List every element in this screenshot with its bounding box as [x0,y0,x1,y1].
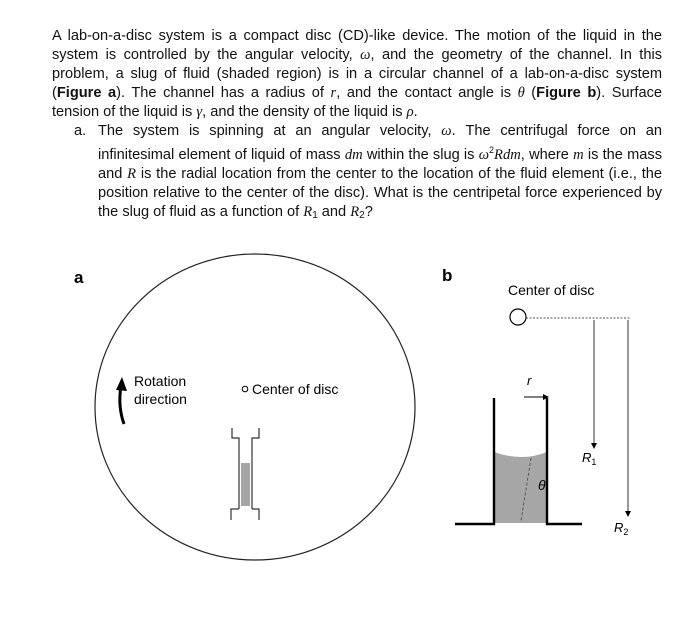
R1-arrowhead [591,443,597,449]
question-a-label: a. [74,123,87,139]
center-label-a: Center of disc [252,381,339,397]
fluid-slug-a [241,463,250,506]
rotation-arrowhead [116,377,127,391]
figure-b-label: b [442,266,453,285]
R2-label: $R_2$ [614,520,629,537]
question-a-text: The system is spinning at an angular velocity, ω. The centrifugal force on an infinitesimal element of liquid of mass dm within the slug is $\omega^2Rdm$, where m is the mass and R is the radial location from the center to the location of the fluid element (i.e., the position relative to the center of the disc). What is the centripetal force experienced by the slug of fluid as a function of $R_1$ and $R_2$? [98,123,663,221]
rotation-arrow [120,386,124,424]
problem-intro: A lab-on-a-disc system is a compact disc (CD)-like device. The motion of the liquid in the system is controlled by the angular velocity, ω, and the geometry of the channel. In this problem, a slug of fluid (shaded region) is in a circular channel of a lab-on-a-disc system (Figure a). The channel has a radius of r, and the contact angle is θ (Figure b). Surface tension of the liquid is γ, and the density of the liquid is ρ. [52,28,663,120]
center-dot-a [242,386,248,392]
R1-label: $R_1$ [582,450,597,467]
center-circle-b [510,309,526,325]
rotation-label-line1: Rotation [134,373,187,389]
figure-a-ref: Figure a [56,85,117,101]
disc-outline [95,254,415,560]
figure-a-label: a [74,268,84,287]
center-label-b: Center of disc [508,282,595,298]
R2-arrowhead [625,511,631,517]
figure-b-ref: Figure b [536,85,597,101]
theta-label: θ [538,477,546,493]
rotation-label-line2: direction [134,391,187,407]
r-label: r [527,373,532,388]
omega-symbol: ω [360,47,371,63]
